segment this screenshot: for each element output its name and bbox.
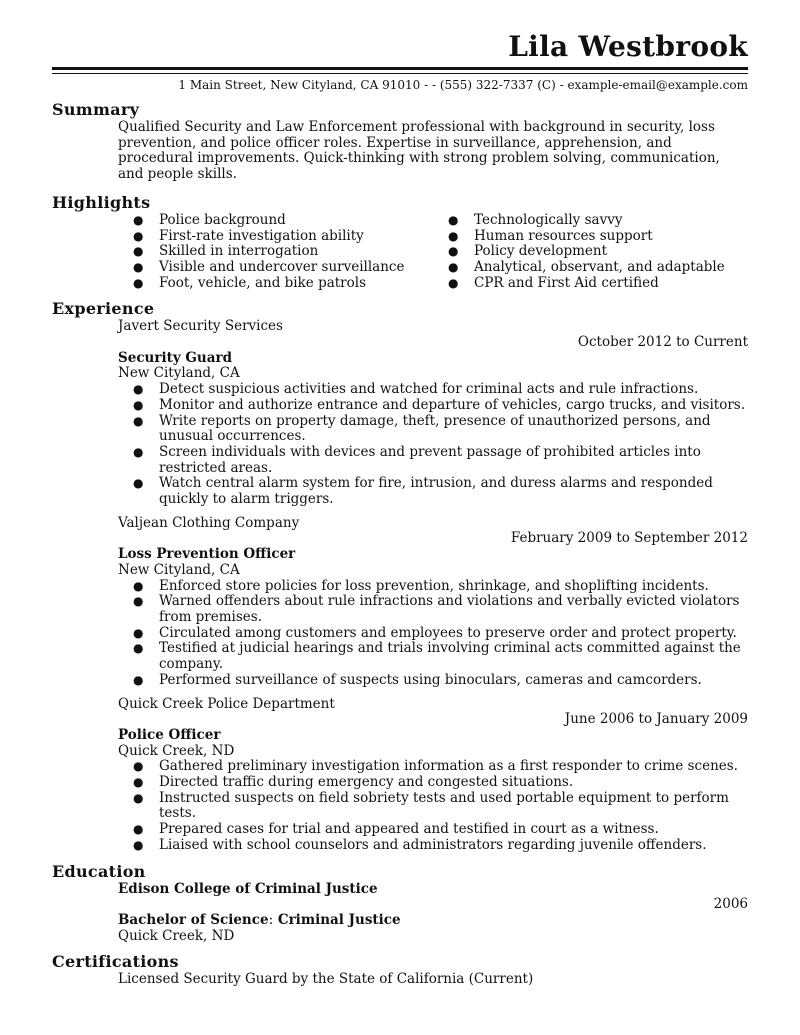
highlight-item-text: Human resources support [474, 227, 653, 244]
education-section [52, 862, 748, 945]
job-bullet-text: Circulated among customers and employees to preserve order and protect property. [159, 624, 737, 641]
highlight-item [433, 229, 748, 245]
highlights-right-column [433, 213, 748, 292]
header-rule-thick [52, 67, 748, 70]
summary-text: Qualified Security and Law Enforcement professional with background in security, loss prevention, and police officer roles. Expertise in surveillance, apprehension, and procedural improvements. Quick-thinking with strong problem solving, communication, and people skills. [118, 119, 720, 183]
bullet-dot-icon: ● [133, 212, 144, 227]
job-bullet [118, 641, 748, 672]
bullet-dot-icon: ● [448, 275, 459, 290]
bullet-dot-icon: ● [448, 244, 459, 259]
section-title-education: Education [52, 861, 146, 881]
contact-line: 1 Main Street, New Cityland, CA 91010 - - (555) 322-7337 (C) - example-email@example.com [178, 78, 748, 92]
bullet-dot-icon: ● [133, 413, 144, 428]
candidate-name: Lila Westbrook [508, 30, 748, 63]
job-bullet [118, 626, 748, 642]
highlights-left-column [118, 213, 433, 292]
highlight-item [433, 213, 748, 229]
highlight-item [433, 260, 748, 276]
job-bullet-text: Enforced store policies for loss prevention, shrinkage, and shoplifting incidents. [159, 577, 709, 594]
job-location: New Cityland, CA [118, 365, 240, 382]
education-year: 2006 [713, 896, 748, 913]
bullet-dot-icon: ● [448, 259, 459, 274]
bullet-dot-icon: ● [133, 578, 144, 593]
job-dates: June 2006 to January 2009 [564, 711, 748, 728]
job-bullet-text: Performed surveillance of suspects using binoculars, cameras and camcorders. [159, 671, 702, 688]
header-rule-thin [52, 73, 748, 74]
job-bullet-text: Liaised with school counselors and administrators regarding juvenile offenders. [159, 836, 707, 853]
experience-section [52, 299, 748, 853]
highlight-item-text: Technologically savvy [474, 211, 623, 228]
job-bullet [118, 838, 748, 854]
highlight-item [433, 276, 748, 292]
highlight-item-text: Skilled in interrogation [159, 243, 319, 260]
highlight-item-text: First-rate investigation ability [159, 227, 364, 244]
education-location: Quick Creek, ND [118, 927, 235, 944]
highlight-item-text: Visible and undercover surveillance [159, 258, 405, 275]
highlight-item-text: CPR and First Aid certified [474, 274, 659, 291]
bullet-dot-icon: ● [448, 228, 459, 243]
bullet-dot-icon: ● [448, 212, 459, 227]
job-bullet [118, 822, 748, 838]
highlight-item [433, 244, 748, 260]
education-field: Criminal Justice [277, 911, 401, 928]
job-location: Quick Creek, ND [118, 742, 235, 759]
bullet-dot-icon: ● [133, 837, 144, 852]
job-bullet [118, 673, 748, 689]
job-entry [118, 319, 748, 507]
job-dates: October 2012 to Current [577, 334, 748, 351]
section-title-summary: Summary [52, 100, 140, 119]
job-bullet-text: Gathered preliminary investigation information as a first responder to crime scenes. [159, 758, 738, 775]
highlight-item-text: Foot, vehicle, and bike patrols [159, 274, 367, 291]
job-bullet-text: Monitor and authorize entrance and departure of vehicles, cargo trucks, and visitors. [159, 396, 746, 413]
highlight-item-text: Police background [159, 211, 286, 228]
job-dates: February 2009 to September 2012 [510, 530, 748, 547]
highlight-item [118, 260, 433, 276]
section-title-experience: Experience [52, 299, 155, 319]
job-bullet-text: Warned offenders about rule infractions and violations and verbally evicted violators from premises. [159, 593, 740, 625]
job-bullet [118, 414, 748, 445]
highlight-item [118, 213, 433, 229]
job-bullet [118, 445, 748, 476]
job-bullet-text: Screen individuals with devices and prevent passage of prohibited articles into restricted areas. [159, 443, 701, 476]
education-degree: Bachelor of Science [118, 911, 269, 928]
bullet-dot-icon: ● [133, 382, 144, 397]
job-title: Police Officer [118, 726, 221, 743]
job-bullet [118, 398, 748, 414]
bullet-dot-icon: ● [133, 444, 144, 459]
job-employer: Javert Security Services [118, 318, 283, 335]
job-bullet [118, 594, 748, 625]
job-bullet-text: Write reports on property damage, theft, presence of unauthorized persons, and unusual occurrences. [159, 412, 711, 445]
job-entry [118, 697, 748, 854]
highlights-section [52, 193, 748, 292]
education-separator: : [268, 911, 274, 928]
education-degree-line [118, 913, 748, 929]
highlight-item [118, 276, 433, 292]
job-bullet-text: Testified at judicial hearings and trials involving criminal acts committed against the company. [159, 640, 741, 673]
section-title-highlights: Highlights [52, 192, 151, 212]
bullet-dot-icon: ● [133, 228, 144, 243]
job-bullet-text: Prepared cases for trial and appeared and testified in court as a witness. [159, 821, 659, 838]
experience-jobs [52, 319, 748, 853]
job-employer: Valjean Clothing Company [118, 514, 300, 531]
summary-section [52, 100, 748, 183]
job-bullet-text: Detect suspicious activities and watched for criminal acts and rule infractions. [159, 381, 699, 398]
bullet-dot-icon: ● [133, 594, 144, 609]
section-title-certifications: Certifications [52, 952, 179, 972]
bullet-dot-icon: ● [133, 822, 144, 837]
job-bullet-text: Instructed suspects on field sobriety tests and used portable equipment to perform tests. [159, 789, 729, 822]
job-employer: Quick Creek Police Department [118, 695, 335, 712]
job-bullet [118, 476, 748, 507]
highlight-item-text: Policy development [474, 243, 608, 260]
bullet-dot-icon: ● [133, 275, 144, 290]
job-bullet-text: Watch central alarm system for fire, intrusion, and duress alarms and responded quickly to alarm triggers. [159, 475, 713, 508]
bullet-dot-icon: ● [133, 775, 144, 790]
job-bullet [118, 791, 748, 822]
highlight-item [118, 244, 433, 260]
bullet-dot-icon: ● [133, 672, 144, 687]
job-entry [118, 516, 748, 689]
job-title: Security Guard [118, 349, 233, 366]
highlight-item-text: Analytical, observant, and adaptable [474, 258, 725, 275]
bullet-dot-icon: ● [133, 625, 144, 640]
bullet-dot-icon: ● [133, 641, 144, 656]
bullet-dot-icon: ● [133, 259, 144, 274]
bullet-dot-icon: ● [133, 244, 144, 259]
job-title: Loss Prevention Officer [118, 546, 296, 563]
education-school: Edison College of Criminal Justice [118, 880, 378, 897]
bullet-dot-icon: ● [133, 759, 144, 774]
bullet-dot-icon: ● [133, 397, 144, 412]
certifications-section [52, 952, 748, 988]
job-location: New Cityland, CA [118, 561, 240, 578]
job-bullet [118, 579, 748, 595]
job-bullet [118, 775, 748, 791]
bullet-dot-icon: ● [133, 476, 144, 491]
highlight-item [118, 229, 433, 245]
job-bullet-text: Directed traffic during emergency and congested situations. [159, 774, 574, 791]
job-bullet [118, 382, 748, 398]
resume-content [52, 100, 748, 988]
certification-item: Licensed Security Guard by the State of California (Current) [118, 971, 534, 988]
job-bullet [118, 759, 748, 775]
bullet-dot-icon: ● [133, 790, 144, 805]
